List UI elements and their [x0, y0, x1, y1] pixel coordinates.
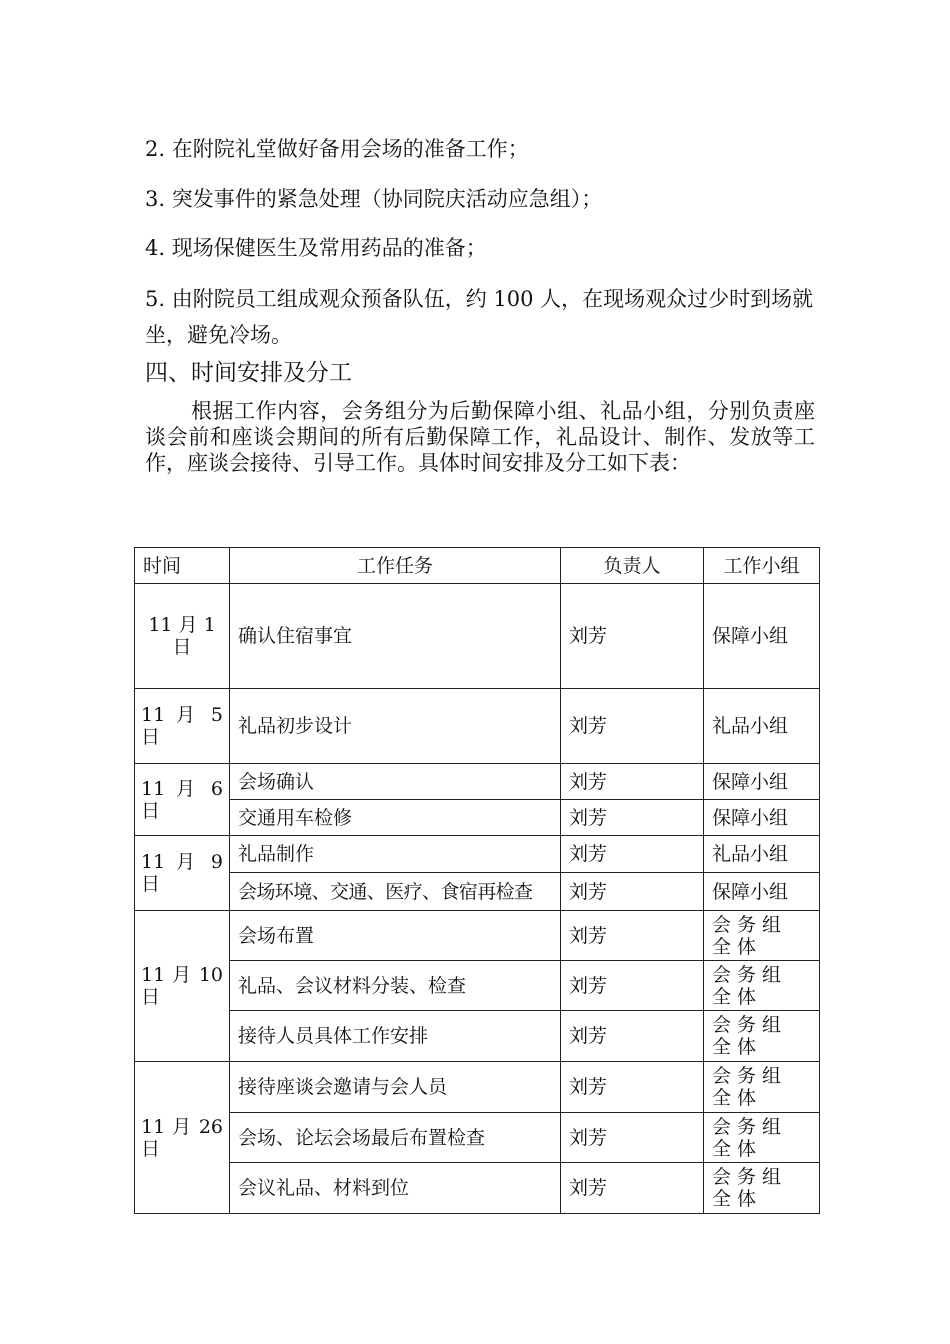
owner-cell: 刘芳	[561, 836, 704, 873]
date-cell	[135, 911, 230, 1062]
list-item-3: 3. 突发事件的紧急处理（协同院庆活动应急组）；	[145, 187, 603, 211]
team-cell	[704, 1011, 820, 1062]
owner-cell: 刘芳	[561, 800, 704, 836]
date-cell	[135, 584, 230, 689]
table-row	[135, 1113, 820, 1163]
date-label: 11 月 26 日	[141, 1115, 223, 1160]
table-row	[135, 961, 820, 1011]
task-cell: 接待座谈会邀请与会人员	[230, 1062, 561, 1113]
date-cell	[135, 836, 230, 911]
table-row	[135, 1062, 820, 1113]
date-label: 11 月 10 日	[141, 964, 223, 1008]
owner-cell: 刘芳	[561, 1062, 704, 1113]
team-cell	[704, 1113, 820, 1163]
team-cell: 保障小组	[704, 584, 820, 689]
date-label: 11 月 1 日	[148, 614, 216, 658]
intro-paragraph: 根据工作内容，会务组分为后勤保障小组、礼品小组，分别负责座谈会前和座谈会期间的所有后勤保障工作，礼品设计、制作、发放等工作，座谈会接待、引导工作。具体时间安排及分工如下表：	[145, 399, 815, 475]
date-label: 11 月 9 日	[141, 851, 223, 895]
owner-cell: 刘芳	[561, 584, 704, 689]
task-cell: 确认住宿事宜	[230, 584, 561, 689]
owner-cell: 刘芳	[561, 961, 704, 1011]
list-item-5: 5. 由附院员工组成观众预备队伍，约 100 人，在现场观众过少时到场就坐，避免冷场。	[145, 287, 814, 347]
task-cell: 会场确认	[230, 764, 561, 800]
owner-cell: 刘芳	[561, 1011, 704, 1062]
table-row	[135, 1011, 820, 1062]
task-cell: 会场布置	[230, 911, 561, 961]
table-row	[135, 1163, 820, 1214]
list-item-2: 2. 在附院礼堂做好备用会场的准备工作；	[145, 137, 529, 161]
owner-cell: 刘芳	[561, 764, 704, 800]
header-task: 工作任务	[230, 548, 561, 584]
task-cell: 礼品、会议材料分装、检查	[230, 961, 561, 1011]
team-cell	[704, 1163, 820, 1214]
schedule-table	[134, 547, 820, 1214]
owner-cell: 刘芳	[561, 1113, 704, 1163]
header-time: 时间	[135, 548, 230, 584]
table-row	[135, 689, 820, 764]
header-team: 工作小组	[704, 548, 820, 584]
task-cell: 接待人员具体工作安排	[230, 1011, 561, 1062]
task-cell: 会议礼品、材料到位	[230, 1163, 561, 1214]
team-cell: 保障小组	[704, 873, 820, 911]
team-label: 会务组全体	[712, 1065, 788, 1109]
task-cell: 礼品初步设计	[230, 689, 561, 764]
owner-cell: 刘芳	[561, 689, 704, 764]
table-row	[135, 836, 820, 873]
header-owner: 负责人	[561, 548, 704, 584]
team-cell: 保障小组	[704, 764, 820, 800]
team-cell	[704, 961, 820, 1011]
team-label: 会务组全体	[712, 963, 788, 1008]
team-cell	[704, 911, 820, 961]
table-row	[135, 873, 820, 911]
team-cell: 礼品小组	[704, 689, 820, 764]
owner-cell: 刘芳	[561, 1163, 704, 1214]
team-cell	[704, 1062, 820, 1113]
team-label: 会务组全体	[712, 1166, 788, 1210]
task-cell: 会场环境、交通、医疗、食宿再检查	[230, 873, 561, 911]
table-header-row	[135, 548, 820, 584]
team-label: 会务组全体	[712, 1115, 788, 1160]
table-row	[135, 584, 820, 689]
team-label: 会务组全体	[712, 913, 788, 958]
section-heading: 四、时间安排及分工	[145, 360, 352, 386]
date-cell	[135, 764, 230, 836]
date-label: 11 月 6 日	[141, 777, 223, 822]
task-cell: 礼品制作	[230, 836, 561, 873]
table-row	[135, 911, 820, 961]
date-label: 11 月 5 日	[141, 704, 223, 748]
task-cell: 交通用车检修	[230, 800, 561, 836]
owner-cell: 刘芳	[561, 873, 704, 911]
date-cell	[135, 1062, 230, 1214]
team-label: 会务组全体	[712, 1014, 788, 1058]
table-row	[135, 764, 820, 800]
owner-cell: 刘芳	[561, 911, 704, 961]
task-cell: 会场、论坛会场最后布置检查	[230, 1113, 561, 1163]
list-item-4: 4. 现场保健医生及常用药品的准备；	[145, 236, 487, 260]
team-cell: 保障小组	[704, 800, 820, 836]
date-cell	[135, 689, 230, 764]
table-row	[135, 800, 820, 836]
team-cell: 礼品小组	[704, 836, 820, 873]
